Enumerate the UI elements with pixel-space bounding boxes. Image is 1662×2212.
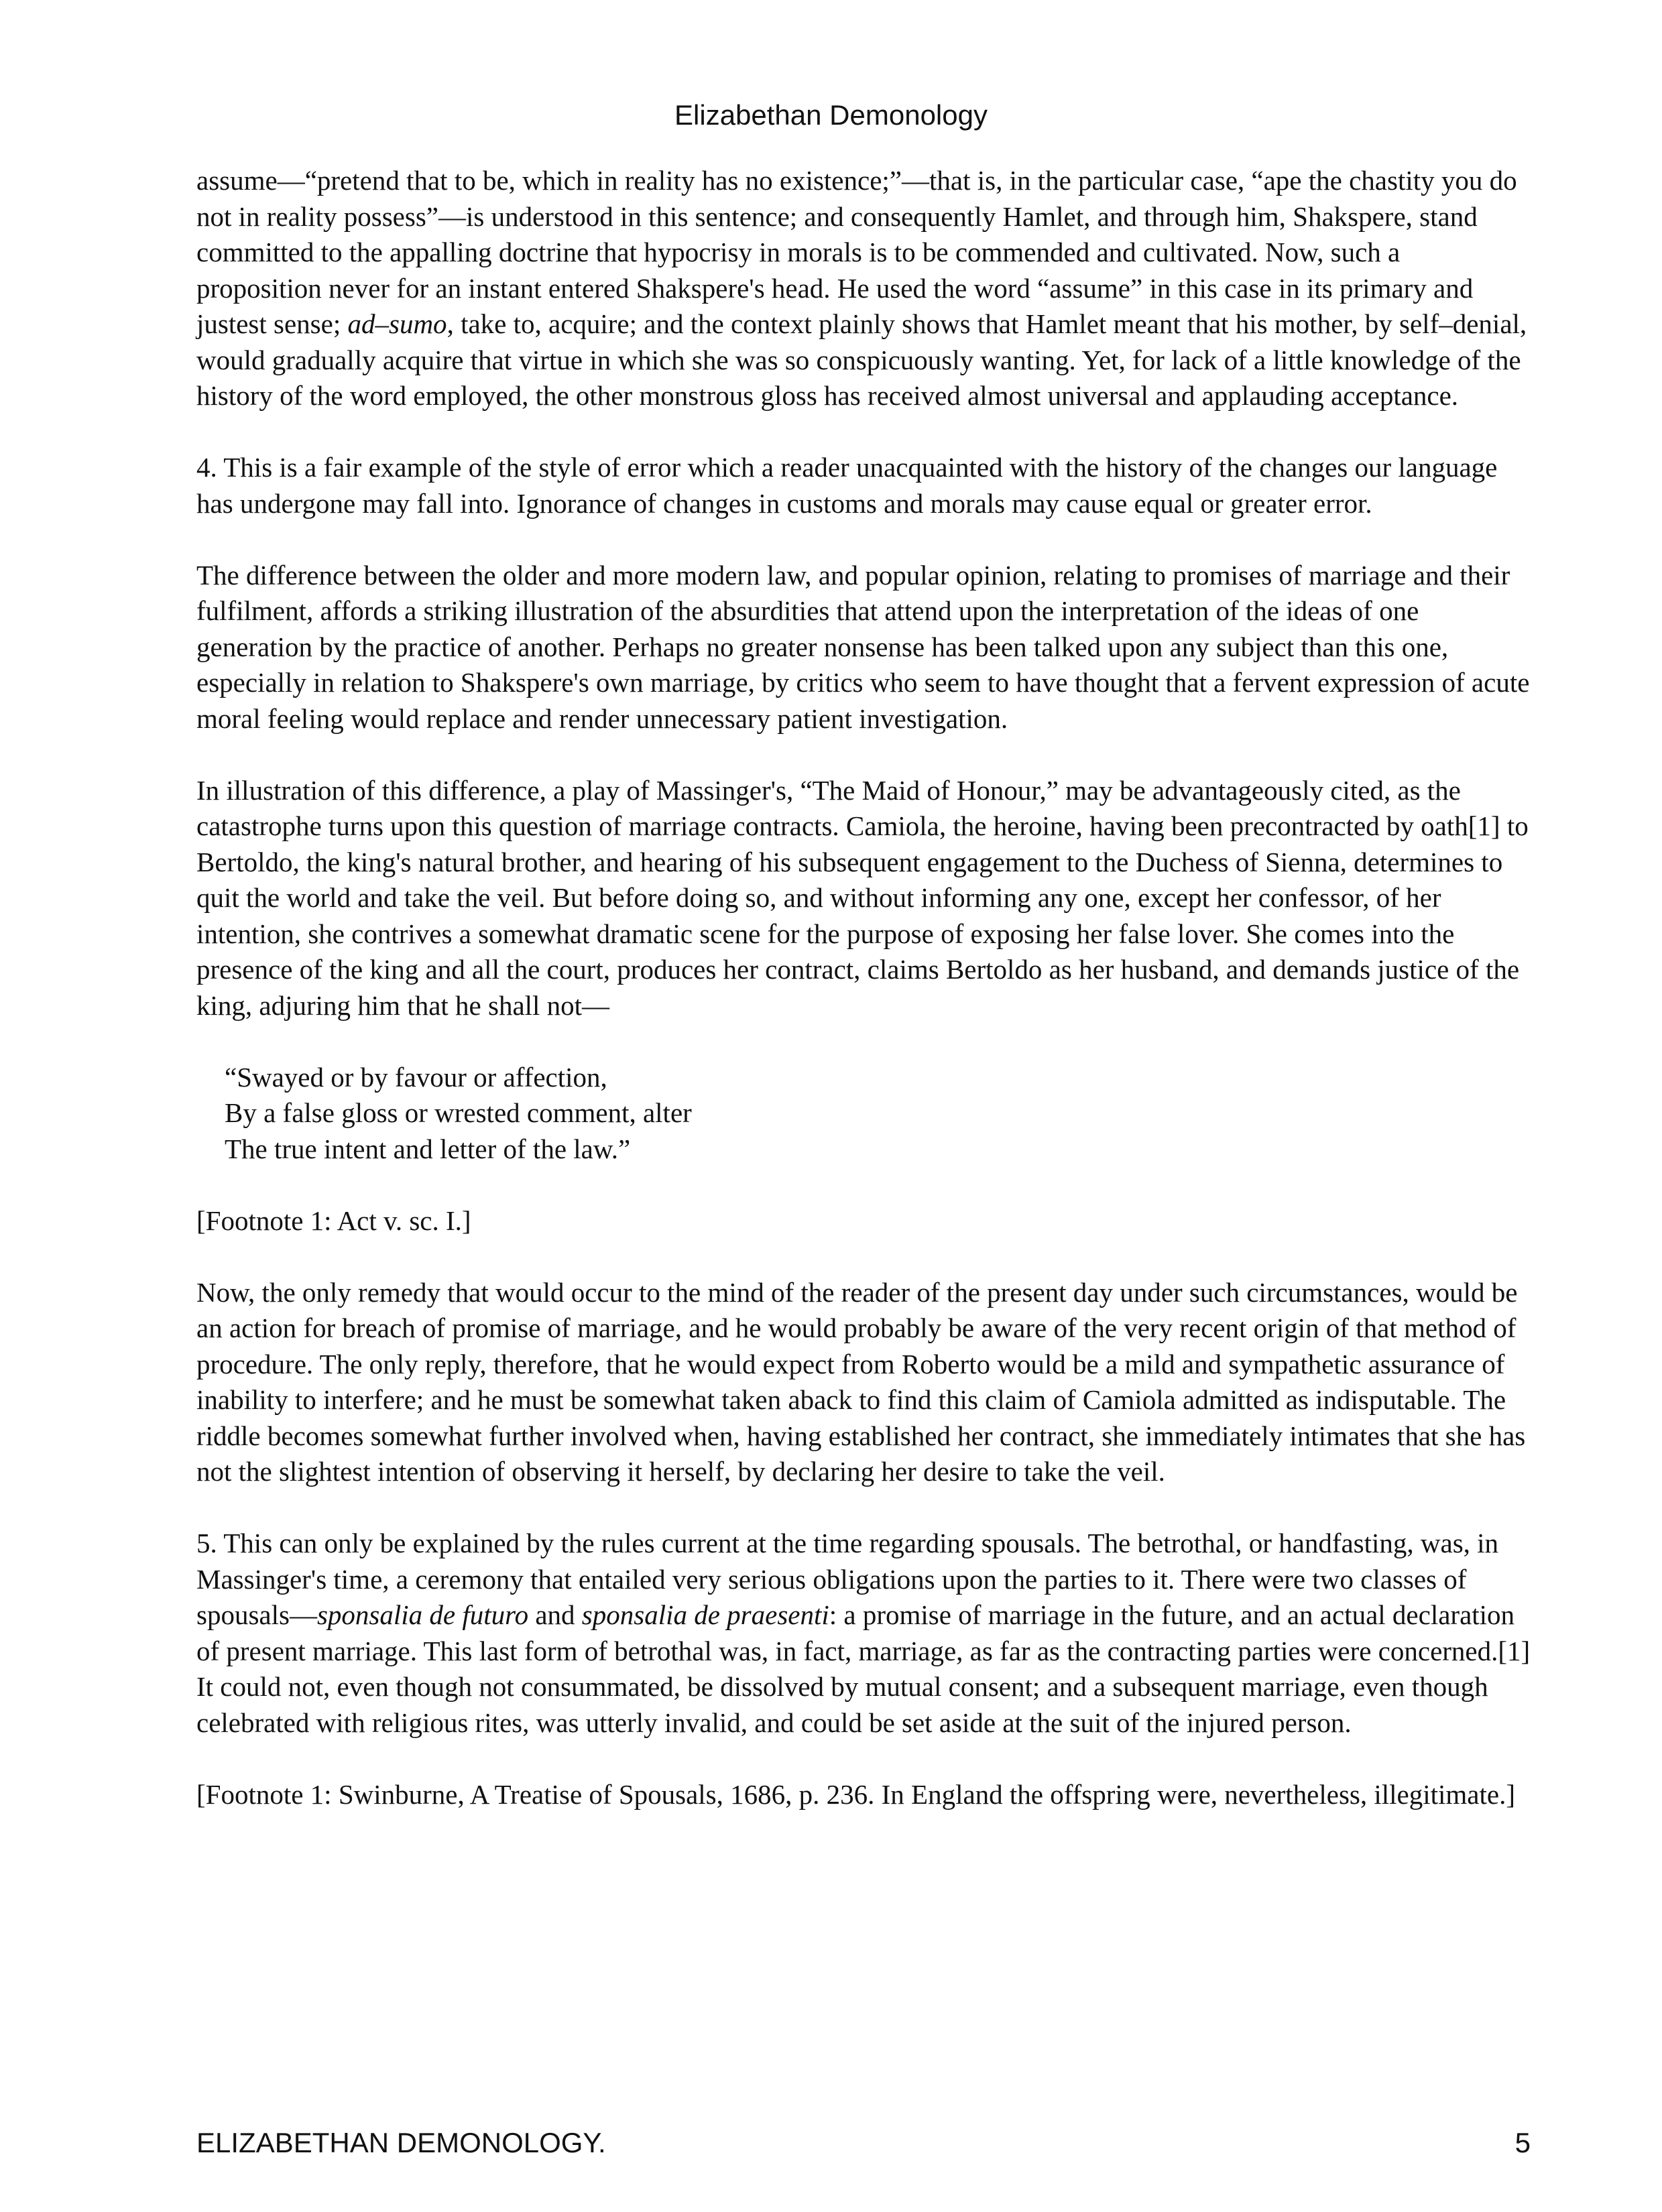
italic-term: sponsalia de praesenti: [581, 1599, 829, 1630]
body-text: [196, 163, 1531, 1849]
verse-line: The true intent and letter of the law.”: [225, 1133, 631, 1164]
footer-title: ELIZABETHAN DEMONOLOGY.: [196, 2127, 606, 2158]
footnote: [Footnote 1: Act v. sc. I.]: [196, 1205, 471, 1236]
paragraph: [196, 1526, 1531, 1741]
paragraph-text: 5. This can only be explained by the rules current at the time regarding spousals. The betrothal, or handfasting, was, in Massinger's time, a ceremony that entailed very serious obligations upon the parties to it. There were two classes of spousals—: [196, 1528, 1499, 1630]
italic-term: sponsalia de futuro: [316, 1599, 529, 1630]
verse-quotation: [196, 1060, 1531, 1168]
page-number: 5: [1515, 2127, 1531, 2158]
paragraph: In illustration of this difference, a play of Massinger's, “The Maid of Honour,” may be advantageously cited, as the catastrophe turns upon this question of marriage contracts. Camiola, the heroine, having been precontracted by oath[1] to Bertoldo, the king's natural brother, and hearing of his subsequent engagement to the Duchess of Sienna, determines to quit the world and take the veil. But before doing so, and without informing any one, except her confessor, of her intention, she contrives a somewhat dramatic scene for the purpose of exposing her false lover. She comes into the presence of the king and all the court, produces her contract, claims Bertoldo as her husband, and demands justice of the king, adjuring him that he shall not—: [196, 774, 1529, 1021]
verse-line: By a false gloss or wrested comment, alter: [225, 1097, 692, 1128]
paragraph-text: : a promise of marriage in the future, and an actual declaration of present marriage. This last form of betrothal was, in fact, marriage, as far as the contracting parties were concerned.[1] It could not, even though not consummated, be dissolved by mutual consent; and a subsequent marriage, even though celebrated with religious rites, was utterly invalid, and could be set aside at the suit of the injured person.: [196, 1599, 1531, 1738]
italic-term: ad–sumo: [347, 308, 447, 339]
paragraph: Now, the only remedy that would occur to the mind of the reader of the present day under such circumstances, would be an action for breach of promise of marriage, and he would probably be aware of the very recent origin of that method of procedure. The only reply, therefore, that he would expect from Roberto would be a mild and sympathetic assurance of inability to interfere; and he must be somewhat taken aback to find this claim of Camiola admitted as indisputable. The riddle becomes somewhat further involved when, having established her contract, she immediately intimates that she has not the slightest intention of observing it herself, by declaring her desire to take the veil.: [196, 1276, 1526, 1487]
paragraph-text: , take to, acquire; and the context plainly shows that Hamlet meant that his mother, by self–denial, would gradually acquire that virtue in which she was so conspicuously wanting. Yet, for lack of a little knowledge of the history of the word employed, the other monstrous gloss has received almost universal and applauding acceptance.: [196, 308, 1527, 411]
running-header: Elizabethan Demonology: [674, 99, 988, 131]
footnote: [Footnote 1: Swinburne, A Treatise of Spousals, 1686, p. 236. In England the offspring were, nevertheless, illegitimate.]: [196, 1778, 1515, 1810]
paragraph-text: and: [528, 1599, 582, 1630]
paragraph: The difference between the older and more modern law, and popular opinion, relating to promises of marriage and their fulfilment, affords a striking illustration of the absurdities that attend upon the interpretation of the ideas of one generation by the practice of another. Perhaps no greater nonsense has been talked upon any subject than this one, especially in relation to Shakspere's own marriage, by critics who seem to have thought that a fervent expression of acute moral feeling would replace and render unnecessary patient investigation.: [196, 559, 1530, 734]
verse-line: “Swayed or by favour or affection,: [225, 1061, 607, 1093]
paragraph: [196, 163, 1531, 414]
paragraph: 4. This is a fair example of the style of error which a reader unacquainted with the history of the changes our language has undergone may fall into. Ignorance of changes in customs and morals may cause equal or greater error.: [196, 452, 1498, 519]
paragraph-text: assume—“pretend that to be, which in reality has no existence;”—that is, in the particular case, “ape the chastity you do not in reality possess”—is understood in this sentence; and consequently Hamlet, and through him, Shakspere, stand committed to the appalling doctrine that hypocrisy in morals is to be commended and cultivated. Now, such a proposition never for an instant entered Shakspere's head. He used the word “assume” in this case in its primary and justest sense;: [196, 165, 1517, 339]
